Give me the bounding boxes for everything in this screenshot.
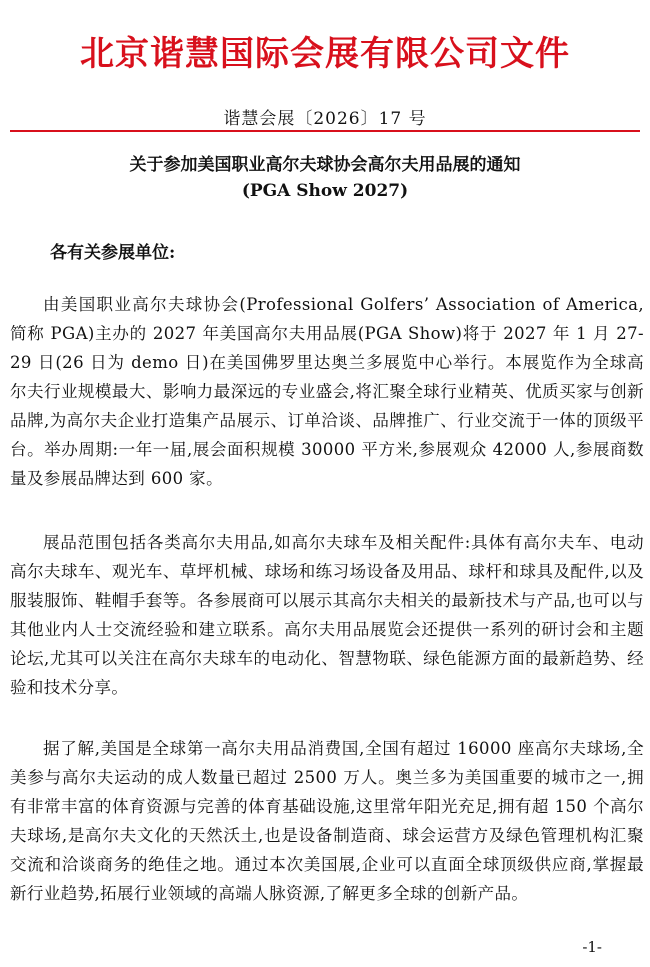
notice-title-line-1: 关于参加美国职业高尔夫球协会高尔夫用品展的通知 [129,155,521,175]
paragraph-exhibit-scope: 展品范围包括各类高尔夫用品,如高尔夫球车及相关配件:具体有高尔夫车、电动高尔夫球车、观光车、草坪机械、球场和练习场设备及用品、球杆和球具及配件,以及服装服饰、鞋帽手套等。各参展商可以展示其高尔夫相关的最新技术与产品,也可以与其他业内人士交流经验和建立联系。高尔夫用品展览会还提供一系列的研讨会和主题论坛,尤其可以关注在高尔夫球车的电动化、智慧物联、绿色能源方面的最新趋势、经验和技术分享。 [10,533,644,697]
notice-title [0,152,650,204]
red-divider-line [10,130,640,132]
salutation: 各有关参展单位: [50,243,176,263]
organization-title: 北京谐慧国际会展有限公司文件 [80,34,570,74]
page-number: -1- [582,938,602,956]
paragraph-intro: 由美国职业高尔夫球协会(Professional Golfers’ Association of America,简称 PGA)主办的 2027 年美国高尔夫用品展(PGA Show)将于 2027 年 1 月 27-29 日(26 日为 demo 日)在美国佛罗里达奥兰多展览中心举行。本展览作为全球高尔夫行业规模最大、影响力最深远的专业盛会,将汇聚全球行业精英、优质买家与创新品牌,为高尔夫企业打造集产品展示、订单洽谈、品牌推广、行业交流于一体的顶级平台。举办周期:一年一届,展会面积规模 30000 平方米,参展观众 42000 人,参展商数量及参展品牌达到 600 家。 [10,295,644,488]
paragraph-market-background: 据了解,美国是全球第一高尔夫用品消费国,全国有超过 16000 座高尔夫球场,全美参与高尔夫运动的成人数量已超过 2500 万人。奥兰多为美国重要的城市之一,拥有非常丰富的体育资源与完善的体育基础设施,这里常年阳光充足,拥有超 150 个高尔夫球场,是高尔夫文化的天然沃土,也是设备制造商、球会运营方及绿色管理机构汇聚交流和洽谈商务的绝佳之地。通过本次美国展,企业可以直面全球顶级供应商,掌握最新行业趋势,拓展行业领域的高端人脉资源,了解更多全球的创新产品。 [10,739,644,903]
notice-title-line-2: (PGA Show 2027) [241,181,409,201]
document-number: 谐慧会展〔2026〕17 号 [223,109,427,129]
